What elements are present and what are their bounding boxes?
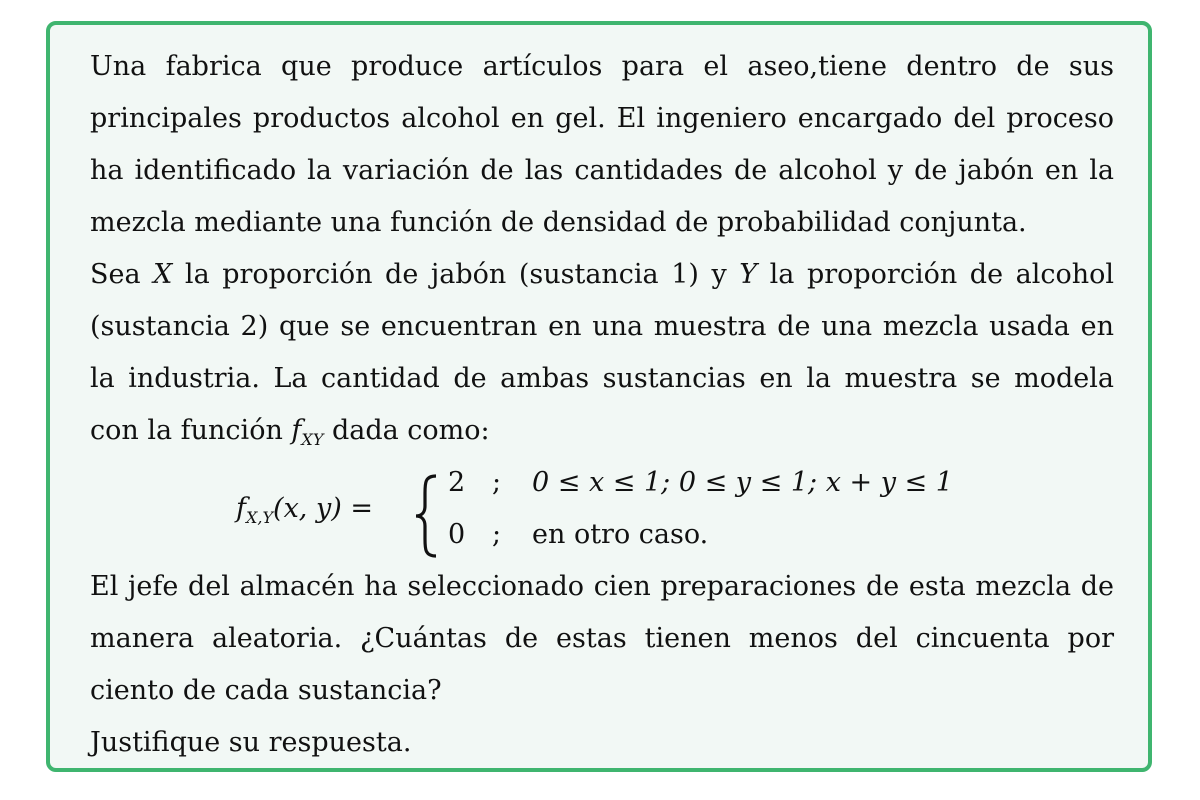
density-formula xyxy=(90,457,1114,561)
text-segment: dada como: xyxy=(323,415,490,446)
function-subscript: XY xyxy=(301,430,324,449)
text-segment: la proporción de jabón (sustancia 1) y xyxy=(172,259,740,290)
formula-lhs xyxy=(236,483,373,535)
variables-paragraph xyxy=(90,249,1114,457)
case-1-condition: 0 ≤ x ≤ 1; 0 ≤ y ≤ 1; x + y ≤ 1 xyxy=(532,467,953,498)
formula-subscript: X,Y xyxy=(246,508,274,527)
variable-y: Y xyxy=(739,259,758,290)
text-segment: la proporción de alcohol (sustancia 2) que se encuentran en una muestra de una mezcla usada en la industria. La cantidad de ambas sustancias en la muestra se modela con la función xyxy=(90,259,1115,446)
case-2-value: 0 xyxy=(448,519,466,550)
left-brace-icon xyxy=(412,473,440,559)
formula-arguments: (x, y) = xyxy=(273,493,373,524)
variable-x: X xyxy=(153,259,173,290)
problem-box xyxy=(46,21,1152,772)
intro-paragraph: Una fabrica que produce artículos para el aseo,tiene dentro de sus principales productos alcohol en gel. El ingeniero encargado del proceso ha identificado la variación de las cantidades de alcohol y de jabón en la mezcla mediante una función de densidad de probabilidad conjunta. xyxy=(90,51,1114,238)
formula-function: f xyxy=(236,493,246,524)
case-1-separator: ; xyxy=(492,467,502,498)
case-2-separator: ; xyxy=(492,519,502,550)
instruction-paragraph: Justifique su respuesta. xyxy=(90,727,412,758)
function-symbol: f xyxy=(291,415,302,446)
case-2-condition: en otro caso. xyxy=(532,519,709,550)
case-1-value: 2 xyxy=(448,467,466,498)
text-segment: Sea xyxy=(90,259,154,290)
question-paragraph: El jefe del almacén ha seleccionado cien preparaciones de esta mezcla de manera aleatoria. ¿Cuántas de estas tienen menos del cincuenta por ciento de cada sustancia? xyxy=(90,571,1114,706)
problem-content xyxy=(90,41,1114,769)
